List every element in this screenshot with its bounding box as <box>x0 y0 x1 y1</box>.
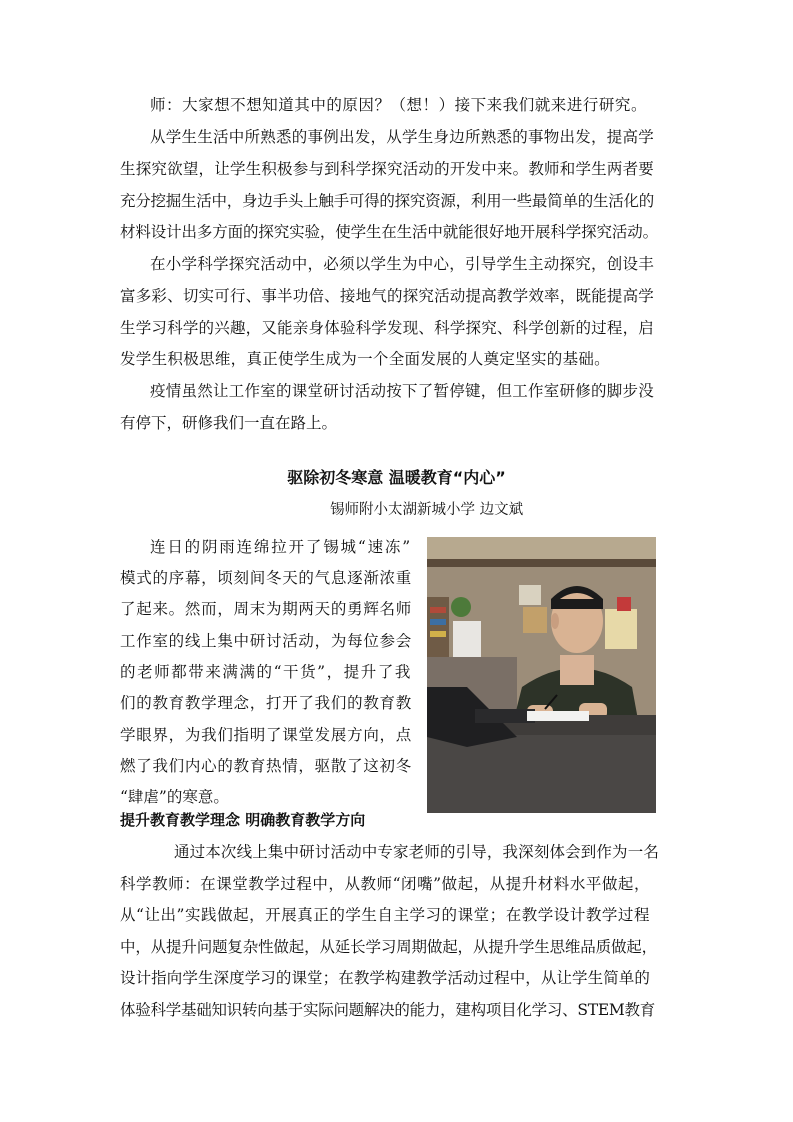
article-byline: 锡师附小太湖新城小学 边文斌 <box>330 502 524 518</box>
body-line: 从“让出”实践做起，开展真正的学生自主学习的课堂；在教学设计教学过程 <box>120 906 650 924</box>
body-line: 中，从提升问题复杂性做起，从延长学习周期做起，从提升学生思维品质做起， <box>120 938 657 956</box>
paragraph-line: 师：大家想不想知道其中的原因？（想！）接下来我们就来进行研究。 <box>150 96 647 114</box>
intro-line: 了起来。然而，周末为期两天的勇辉名师 <box>120 600 412 618</box>
intro-line: 们的教育教学理念，打开了我们的教育教 <box>120 694 412 712</box>
paragraph-line: 从学生生活中所熟悉的事例出发，从学生身边所熟悉的事物出发，提高学 <box>150 128 654 146</box>
body-line: 通过本次线上集中研讨活动中专家老师的引导，我深刻体会到作为一名 <box>174 843 659 861</box>
paragraph-line: 生探究欲望，让学生积极参与到科学探究活动的开发中来。教师和学生两者要 <box>120 160 654 178</box>
paragraph-line: 材料设计出多方面的探究实验，使学生在生活中就能很好地开展科学探究活动。 <box>120 223 658 241</box>
paragraph-line: 生学习科学的兴趣，又能亲身体验科学发现、科学探究、科学创新的过程，启 <box>120 319 654 337</box>
body-line: 体验科学基础知识转向基于实际问题解决的能力，建构项目化学习、STEM教育 <box>120 1001 655 1019</box>
body-line: 科学教师：在课堂教学过程中，从教师“闭嘴”做起，从提升材料水平做起， <box>120 875 650 893</box>
paragraph-line: 充分挖掘生活中，身边手头上触手可得的探究资源，利用一些最简单的生活化的 <box>120 192 654 210</box>
intro-line: 工作室的线上集中研讨活动，为每位参会 <box>120 632 412 650</box>
paragraph-line: 疫情虽然让工作室的课堂研讨活动按下了暂停键，但工作室研修的脚步没 <box>150 382 654 400</box>
paragraph-line: 有停下，研修我们一直在路上。 <box>120 414 338 432</box>
intro-line: “肆虐”的寒意。 <box>120 788 229 806</box>
section-heading: 提升教育教学理念 明确教育教学方向 <box>120 811 366 829</box>
teacher-photo <box>427 537 656 813</box>
paragraph-line: 在小学科学探究活动中，必须以学生为中心，引导学生主动探究，创设丰 <box>150 255 654 273</box>
article-title: 驱除初冬寒意 温暖教育“内心” <box>287 468 506 487</box>
paragraph-line: 富多彩、切实可行、事半功倍、接地气的探究活动提高教学效率，既能提高学 <box>120 287 654 305</box>
intro-line: 燃了我们内心的教育热情，驱散了这初冬 <box>120 757 412 775</box>
paragraph-line: 发学生积极思维，真正使学生成为一个全面发展的人奠定坚实的基础。 <box>120 350 610 368</box>
intro-line: 的老师都带来满满的“干货”，提升了我 <box>120 663 412 681</box>
intro-line: 学眼界，为我们指明了课堂发展方向，点 <box>120 726 412 744</box>
intro-line: 连日的阴雨连绵拉开了锡城“速冻” <box>150 538 412 556</box>
intro-line: 模式的序幕，顷刻间冬天的气息逐渐浓重 <box>120 569 412 587</box>
body-line: 设计指向学生深度学习的课堂；在教学构建教学活动过程中，从让学生简单的 <box>120 969 650 987</box>
